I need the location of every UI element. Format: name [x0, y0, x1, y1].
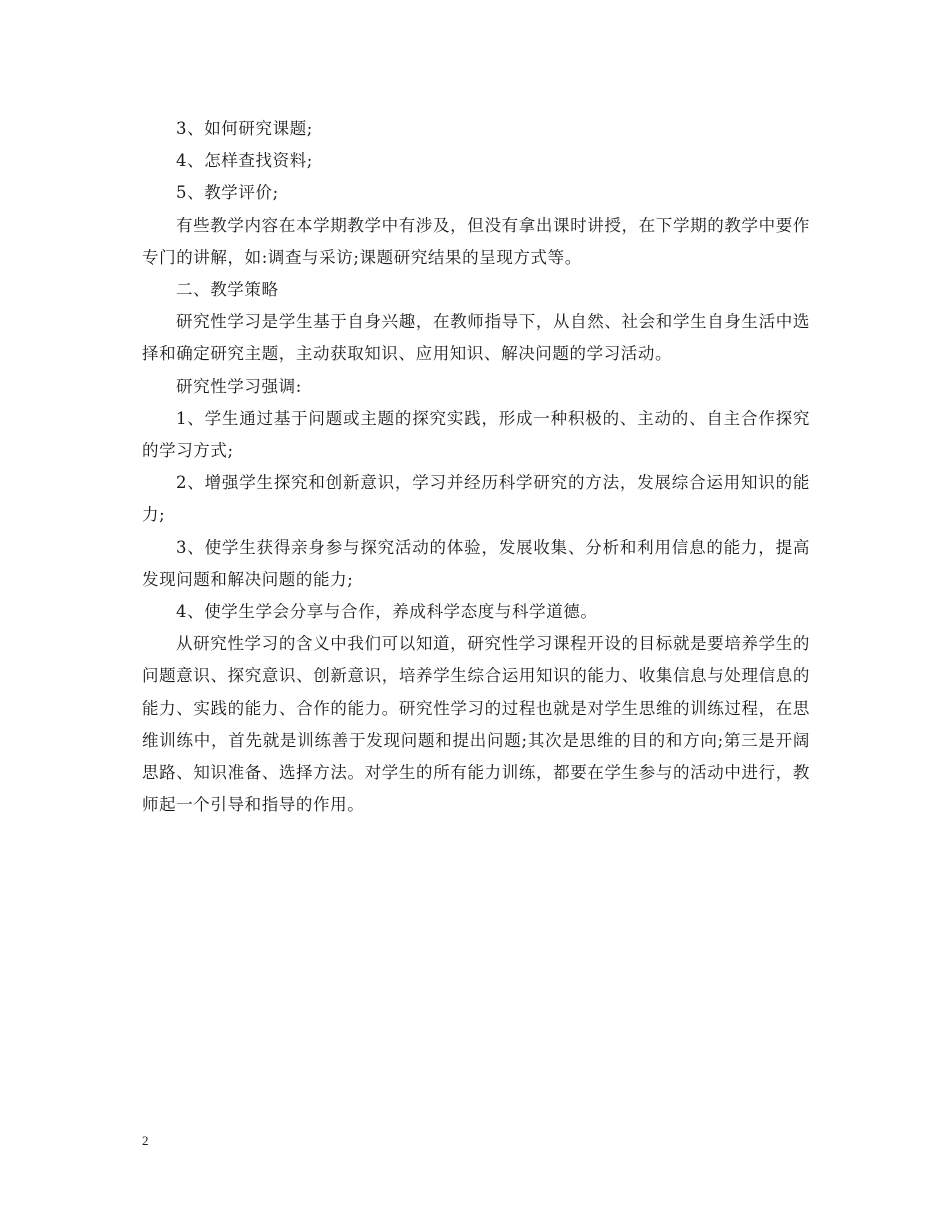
list-item-teaching-evaluation: 5、教学评价; [176, 183, 279, 203]
list-item-how-to-research: 3、如何研究课题; [176, 119, 313, 138]
list-item-emphasis-4: 4、使学生学会分享与合作，养成科学态度与科学道德。 [176, 602, 598, 622]
paragraph-emphasis-intro: 研究性学习强调: [176, 376, 302, 396]
list-item-find-materials: 4、怎样查找资料; [176, 151, 313, 171]
document-body [142, 113, 810, 821]
list-item-emphasis-2: 2、增强学生探究和创新意识，学习并经历科学研究的方法，发展综合运用知识的能力; [142, 473, 810, 525]
paragraph-conclusion: 从研究性学习的含义中我们可以知道，研究性学习课程开设的目标就是要培养学生的问题意识、探究意识、创新意识，培养学生综合运用知识的能力、收集信息与处理信息的能力、实践的能力、合作的能力。研究性学习的过程也就是对学生思维的训练过程，在思维训练中，首先就是训练善于发现问题和提出问题;其次是思维的目的和方向;第三是开阔思路、知识准备、选择方法。对学生的所有能力训练，都要在学生参与的活动中进行，教师起一个引导和指导的作用。 [142, 634, 810, 815]
list-item-emphasis-3: 3、使学生获得亲身参与探究活动的体验，发展收集、分析和利用信息的能力，提高发现问题和解决问题的能力; [142, 537, 810, 589]
section-heading-teaching-strategy: 二、教学策略 [176, 280, 279, 300]
paragraph-definition: 研究性学习是学生基于自身兴趣，在教师指导下，从自然、社会和学生自身生活中选择和确定研究主题，主动获取知识、应用知识、解决问题的学习活动。 [142, 312, 810, 364]
list-item-emphasis-1: 1、学生通过基于问题或主题的探究实践，形成一种积极的、主动的、自主合作探究的学习方式; [142, 408, 810, 461]
page-number: 2 [142, 1133, 149, 1148]
paragraph-next-term-note: 有些教学内容在本学期教学中有涉及，但没有拿出课时讲授，在下学期的教学中要作专门的讲解，如:调查与采访;课题研究结果的呈现方式等。 [142, 215, 810, 267]
